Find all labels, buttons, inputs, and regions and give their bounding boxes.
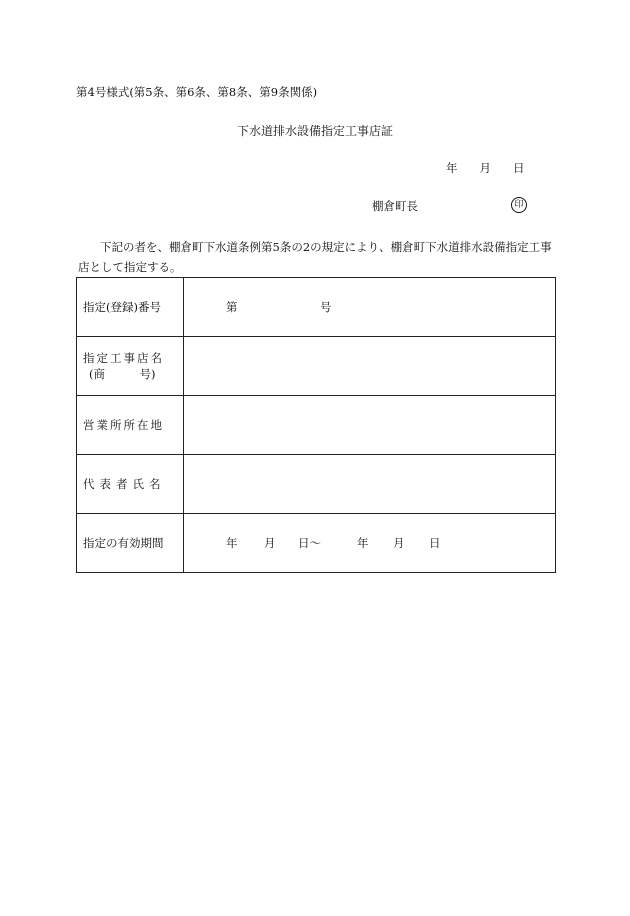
- date-year: 年: [446, 161, 458, 175]
- label-representative: 代表者氏名: [77, 455, 184, 514]
- seal-mark: 印: [511, 197, 527, 213]
- period-start-month: 月: [264, 536, 276, 550]
- date-day: 日: [513, 161, 525, 175]
- value-representative: [184, 455, 556, 514]
- value-validity-period: [184, 514, 556, 573]
- number-suffix: 号: [320, 300, 332, 314]
- date-month: 月: [479, 161, 491, 175]
- table-row-shop-name: [77, 337, 556, 396]
- value-shop-name: [184, 337, 556, 396]
- issue-date: [446, 160, 525, 176]
- label-shop-name-line1: 指定工事店名: [83, 351, 164, 365]
- form-number-label: 第4号様式(第5条、第6条、第8条、第9条関係): [76, 85, 318, 99]
- table-row-validity-period: [77, 514, 556, 573]
- label-shop-name: [77, 337, 184, 396]
- table-row-representative: [77, 455, 556, 514]
- period-start-year: 年: [226, 536, 238, 550]
- issuer-name: 棚倉町長: [372, 199, 418, 213]
- number-prefix: 第: [226, 300, 238, 314]
- document-title: 下水道排水設備指定工事店証: [236, 124, 393, 138]
- value-registration-number: [184, 278, 556, 337]
- body-paragraph: [78, 237, 560, 277]
- label-validity-period: 指定の有効期間: [77, 514, 184, 573]
- value-office-address: [184, 396, 556, 455]
- label-office-address: 営業所所在地: [77, 396, 184, 455]
- label-registration-number: 指定(登録)番号: [77, 278, 184, 337]
- table-row-registration-number: [77, 278, 556, 337]
- period-end-month: 月: [393, 536, 405, 550]
- body-text: 下記の者を、棚倉町下水道条例第5条の2の規定により、棚倉町下水道排水設備指定工事店として指定する。: [78, 240, 552, 274]
- certificate-table: [76, 277, 556, 573]
- table-row-office-address: [77, 396, 556, 455]
- period-start-day: 日～: [298, 536, 321, 550]
- period-end-day: 日: [429, 536, 441, 550]
- label-shop-name-line2: (商 号): [89, 367, 156, 381]
- period-end-year: 年: [357, 536, 369, 550]
